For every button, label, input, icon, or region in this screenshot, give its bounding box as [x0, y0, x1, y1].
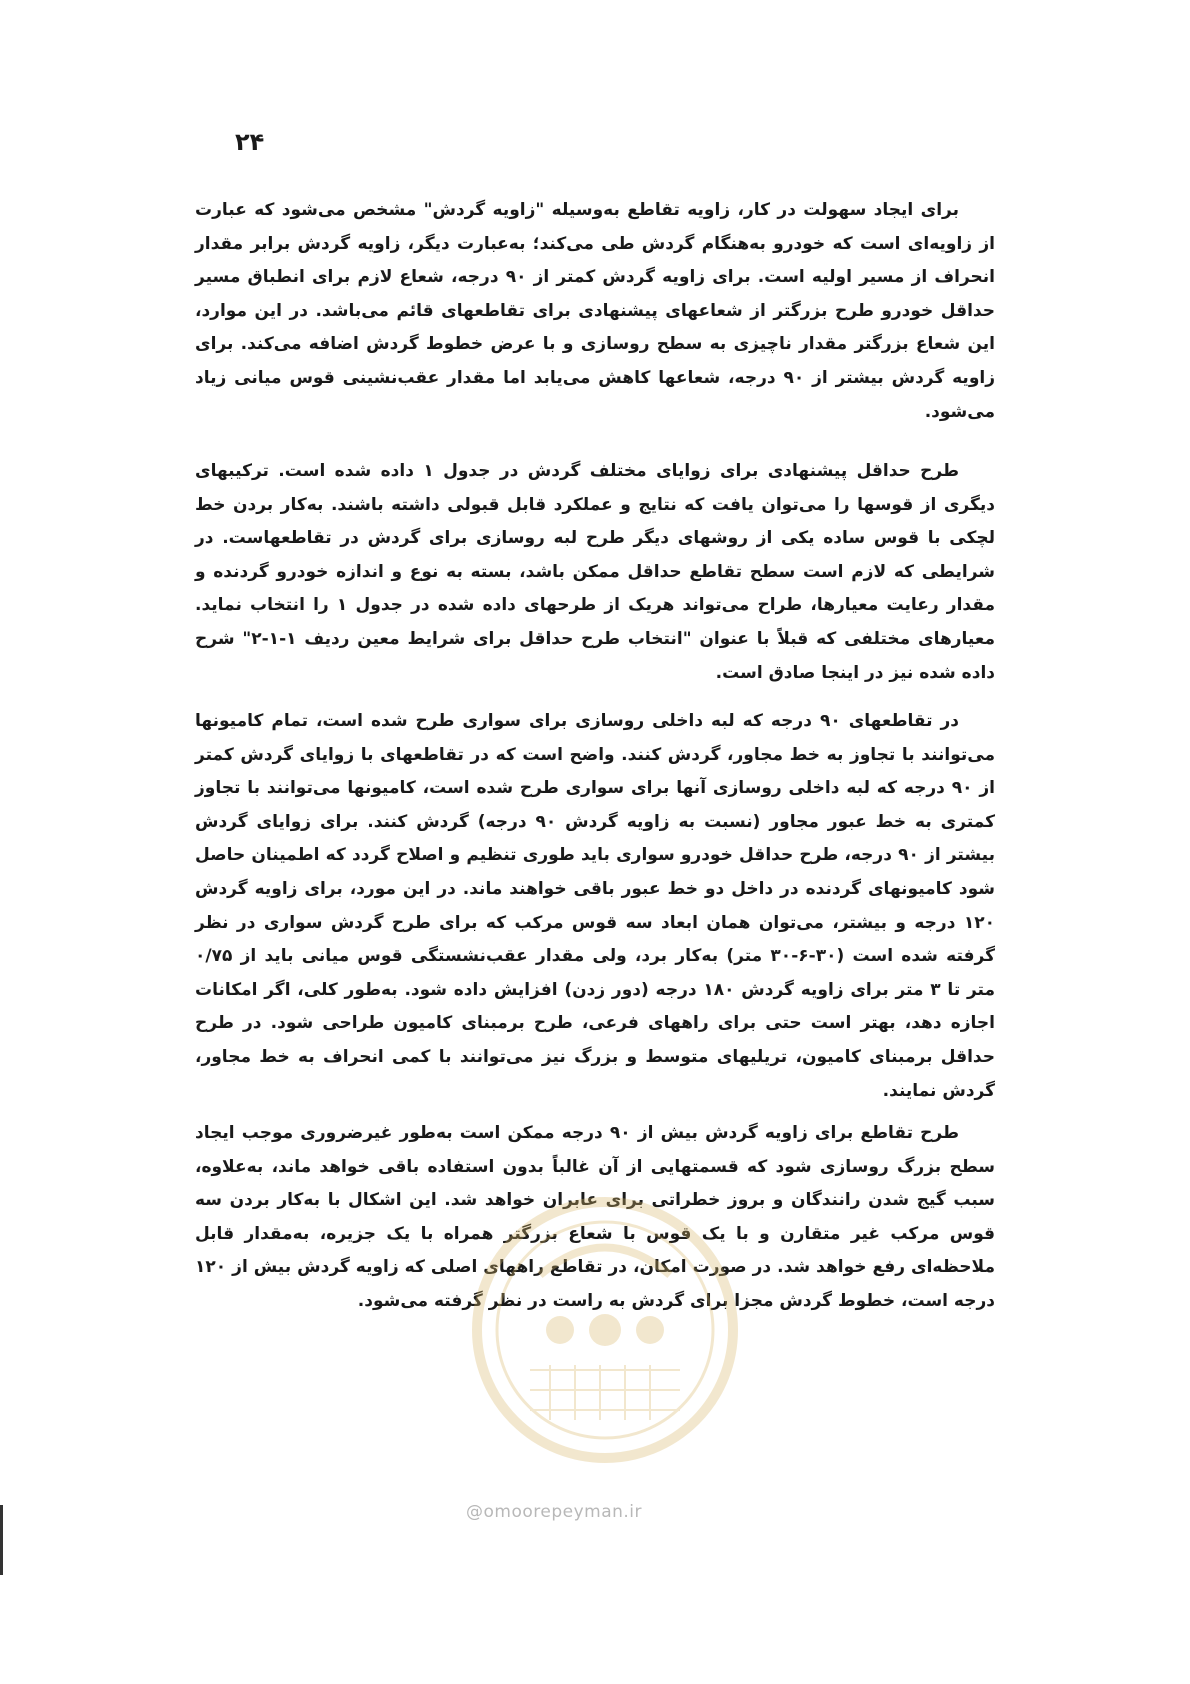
watermark-url: @omoorepeyman.ir	[466, 1502, 643, 1522]
paragraph-text: در تقاطعهای ۹۰ درجه که لبه داخلی روسازی برای سواری طرح شده است، تمام کامیونها می‌توانند با تجاوز به خط مجاور، گردش کنند. واضح است که در تقاطعهای با زوایای گردش کمتر از ۹۰ درجه که لبه داخلی روسازی آنها برای سواری طرح شده است، کامیونها می‌توانند با تجاوز کمتری به خط عبور مجاور (نسبت به زاویه گردش ۹۰ درجه) گردش کنند. برای زوایای گردش بیشتر از ۹۰ درجه، طرح حداقل خودرو سواری باید طوری تنظیم و اصلاح گردد که اطمینان حاصل شود کامیونهای گردنده در داخل دو خط عبور باقی خواهند ماند. در این مورد، برای زاویه گردش ۱۲۰ درجه و بیشتر، می‌توان همان ابعاد سه قوس مرکب که برای طرح گردش سواری در نظر گرفته شده است (۳۰-۶-۳۰ متر) به‌کار برد، ولی مقدار عقب‌نشستگی قوس میانی باید از ۰/۷۵ متر تا ۳ متر برای زاویه گردش ۱۸۰ درجه (دور زدن) افزایش داده شود. به‌طور کلی، اگر امکانات اجازه دهد، بهتر است حتی برای راههای فرعی، طرح برمبنای کامیون طراحی شود. در طرح حداقل برمبنای کامیون، تریلیهای متوسط و بزرگ نیز می‌توانند با کمی انحراف به خط مجاور، گردش نمایند.	[195, 711, 996, 1101]
paragraph-turning-angle	[195, 194, 995, 429]
paragraph-text: برای ایجاد سهولت در کار، زاویه تقاطع به‌وسیله "زاویه گردش" مشخص می‌شود که عبارت از زاویه‌ای است که خودرو به‌هنگام گردش طی می‌کند؛ به‌عبارت دیگر، زاویه گردش برابر مقدار انحراف از مسیر اولیه است. برای زاویه گردش کمتر از ۹۰ درجه، شعاع لازم برای انطباق مسیر حداقل خودرو طرح بزرگتر از شعاعهای پیشنهادی برای تقاطعهای قائم می‌باشد. در این موارد، این شعاع بزرگتر مقدار ناچیزی به سطح روسازی و با عرض خطوط گردش اضافه می‌کند. برای زاویه گردش بیشتر از ۹۰ درجه، شعاعها کاهش می‌یابد اما مقدار عقب‌نشینی قوس میانی زیاد می‌شود.	[195, 200, 995, 422]
paragraph-text: طرح تقاطع برای زاویه گردش بیش از ۹۰ درجه ممکن است به‌طور غیرضروری موجب ایجاد سطح بزرگ روسازی شود که قسمتهایی از آن غالباً بدون استفاده باقی خواهد ماند، به‌علاوه، سبب گیج شدن رانندگان و بروز خطراتی برای عابران خواهد شد. این اشکال با به‌کار بردن سه قوس مرکب غیر متقارن و با یک قوس با شعاع بزرگتر همراه با یک جزیره، به‌مقدار قابل ملاحظه‌ای رفع خواهد شد. در صورت امکان، در تقاطع راههای اصلی که زاویه گردش بیش از ۱۲۰ درجه است، خطوط گردش مجزا برای گردش به راست در نظر گرفته می‌شود.	[195, 1123, 995, 1311]
paragraph-text: طرح حداقل پیشنهادی برای زوایای مختلف گردش در جدول ۱ داده شده است. ترکیبهای دیگری از قوسها را می‌توان یافت که نتایج و عملکرد قابل قبولی داشته باشند. به‌کار بردن خط لچکی با قوس ساده یکی از روشهای دیگر طرح لبه روسازی برای گردش در تقاطعهاست. در شرایطی که لازم است سطح تقاطع حداقل ممکن باشد، بسته به نوع و اندازه خودرو گردنده و مقدار رعایت معیارها، طراح می‌تواند هریک از طرحهای داده شده در جدول ۱ را انتخاب نماید. معیارهای مختلفی که قبلاً با عنوان "انتخاب طرح حداقل برای شرایط معین ردیف ۱-۱-۲" شرح داده شده نیز در اینجا صادق است.	[195, 461, 996, 683]
page-number: ۲۴	[235, 128, 265, 156]
paragraph-minimum-design	[195, 455, 995, 690]
scan-edge-mark	[0, 1505, 3, 1575]
paragraph-truck-turning	[195, 705, 995, 1108]
watermark-logo-icon	[470, 1180, 740, 1480]
